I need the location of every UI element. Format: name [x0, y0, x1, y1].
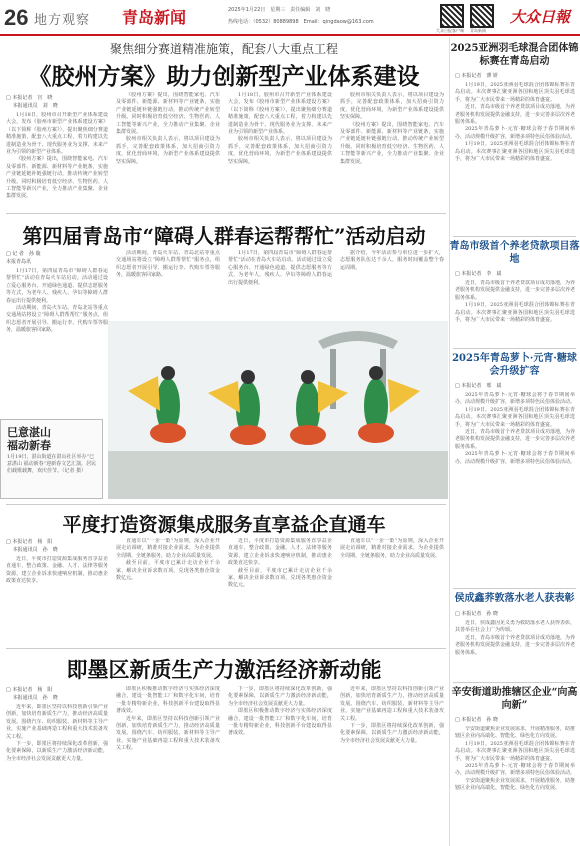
- sidebar-column: [455, 82, 575, 232]
- paragraph: 2025年青岛萝卜·元宵·糖球会将于春节期间举办，活动规模升级扩容，新增多项特色民俗体验活动。: [455, 763, 575, 777]
- story4-column: [6, 704, 108, 842]
- paragraph: 2025年青岛萝卜·元宵·糖球会将于春节期间举办，活动规模升级扩容，新增多项特色民俗体验活动。: [455, 451, 575, 465]
- divider: [6, 213, 446, 214]
- qr-label: 青岛新闻: [470, 28, 486, 33]
- story2-column: [116, 250, 220, 318]
- divider: [453, 682, 576, 683]
- story3-column: [6, 556, 108, 644]
- paragraph: 1月19日，2025亚洲羽毛球混合团体锦标赛在青岛启动。本次赛事汇聚亚洲各国和地区顶尖羽毛球选手，将为广大市民带来一场精彩的体育盛宴。: [455, 82, 575, 103]
- lead-kicker: 聚焦细分赛道精准施策，配套八大重点工程: [109, 42, 338, 56]
- paragraph: 直通车以“一企一策”为原则，深入企业开展走访调研，精准对接企业需求，为企业提供全周期、全链条服务，助力企业高质量发展。: [116, 538, 220, 559]
- qr-code-icon: [440, 4, 464, 28]
- sidebar-byline: □ 本报记者 邢 斌: [455, 383, 502, 389]
- paragraph: 辛安街道聚焦企业发展需求，开展精准服务，助推辖区企业向高端化、智能化、绿色化方向发展。: [455, 777, 575, 792]
- story2-column: [228, 250, 332, 318]
- paragraph: 即墨区积极推动数字经济与实体经济深度融合，建设一批智能工厂和数字化车间，培育一批专精特新企业，科技创新平台建设取得显著成效。: [228, 708, 332, 737]
- paragraph: 截至目前，平度市已累计走访企业千余家，解决企业诉求数百项，兑现各类惠企资金数亿元。: [116, 560, 220, 582]
- paragraph: 近日，平度市打造资源集成服务直享益企直通车，整合政策、金融、人才、法律等服务资源，建立企业诉求快速响应机制，推动惠企政策直达快享。: [228, 538, 332, 567]
- sidebar-headline: 2025亚洲羽毛球混合团体锦标赛在青岛启动: [450, 43, 579, 67]
- paragraph: 1月17日，第四届青岛市“障碍人群春运帮帮忙”活动在青岛火车站启动。活动通过设立爱心服务台、开通绿色通道、提供志愿服务等方式，为老年人、残疾人、孕妇等障碍人群春运出行提供便利。: [228, 250, 332, 286]
- paragraph: 胶州市相关负责人表示，将以项目建设为抓手，完善配套政策体系，加大招商引资力度，优化营商环境，为新型产业体系建设提供坚实保障。: [116, 136, 220, 165]
- paragraph: 胶州市相关负责人表示，将以项目建设为抓手，完善配套政策体系，加大招商引资力度，优化营商环境，为新型产业体系建设提供坚实保障。: [228, 136, 332, 165]
- paragraph: 截至目前，平度市已累计走访企业千余家，解决企业诉求数百项，兑现各类惠企资金数亿元。: [228, 567, 332, 589]
- story2-column: [340, 250, 444, 318]
- sidebar-headline: 辛安街道助推辖区企业“向高向新”: [451, 687, 578, 711]
- category-name: 青岛新闻: [122, 8, 187, 27]
- issue-meta: 2025年1月22日 星期三 责任编辑 刘 晓: [228, 7, 331, 13]
- caption-title: 巳意湛山 福动新春: [7, 426, 51, 452]
- story3-column: [228, 538, 332, 644]
- lead-column: [340, 92, 444, 208]
- contact-meta: 热线电话：（0532）80889898 Email：qingdaow@163.com: [228, 19, 374, 25]
- lead-column: [6, 112, 108, 208]
- paragraph: 《胶州方案》提出，围绕智能家电、汽车及零部件、新能源、新材料等产业链条，实施产业链延链补链强链行动，推动传统产业转型升级。同时积极培育低空经济、生物医药、人工智能等新兴产业，全力推动产业集聚、企业集群发展。: [116, 92, 220, 136]
- paragraph: 1月18日，胶州市召开新型产业体系建设大会，发布《胶州市新型产业体系建设方案》（以下简称《胶州方案》），提出聚焦细分赛道精准施策，配套八大重点工程，着力构建以先进制造业为骨干、现代服务业为支撑、未来产业为引领的新型产业体系。: [228, 92, 332, 136]
- page-number: 26: [4, 5, 29, 30]
- story3-column: [116, 538, 220, 644]
- paragraph: 近年来，即墨区坚持以科技创新引领产业创新，加快培育新质生产力，推动经济高质量发展。围绕汽车、纺织服装、新材料等主导产业，实施产业基础再造工程和重大技术装备攻关工程。: [116, 715, 220, 752]
- paragraph: 胶州市相关负责人表示，将以项目建设为抓手，完善配套政策体系，加大招商引资力度，优化营商环境，为新型产业体系建设提供坚实保障。: [340, 92, 444, 121]
- paragraph: 近日，青岛市级首个养老贷款项目成功落地，为养老服务机构发展提供金融支持，进一步完善多层次养老服务体系。: [455, 104, 575, 126]
- story4-headline: 即墨区新质生产力激活经济新动能: [66, 657, 382, 682]
- sidebar-headline: 青岛市级首个养老贷款项目落地: [449, 241, 580, 265]
- sidebar-column: [455, 620, 575, 678]
- sidebar-column: [455, 280, 575, 344]
- divider: [453, 588, 576, 589]
- divider: [453, 348, 576, 349]
- sidebar-headline: 侯成鑫荞敦落水老人获表彰: [454, 593, 575, 604]
- sidebar-byline: □ 本报记者 薄 妍: [455, 73, 498, 79]
- paragraph: 近年来，即墨区坚持以科技创新引领产业创新，加快培育新质生产力，推动经济高质量发展。围绕汽车、纺织服装、新材料等主导产业，实施产业基础再造工程和重大技术装备攻关工程。: [340, 686, 444, 722]
- paragraph: 《胶州方案》提出，围绕智能家电、汽车及零部件、新能源、新材料等产业链条，实施产业链延链补链强链行动，推动传统产业转型升级。同时积极培育低空经济、生物医药、人工智能等新兴产业，全力推动产业集聚、企业集群发展。: [6, 156, 108, 200]
- story2-headline: 第四届青岛市“障碍人群春运帮帮忙”活动启动: [22, 224, 426, 248]
- paragraph: 1月17日，第四届青岛市“障碍人群春运帮帮忙”活动在青岛火车站启动。活动通过设立爱心服务台、开通绿色通道、提供志愿服务等方式，为老年人、残疾人、孕妇等障碍人群春运出行提供便利。: [6, 268, 108, 304]
- sidebar-headline: 2025年青岛萝卜·元宵·糖球会升级扩容: [452, 353, 577, 377]
- story4-column: [340, 686, 444, 842]
- paragraph: 2025年青岛萝卜·元宵·糖球会将于春节期间举办，活动规模升级扩容，新增多项特色民俗体验活动。: [455, 126, 575, 140]
- paragraph: 《胶州方案》提出，围绕智能家电、汽车及零部件、新能源、新材料等产业链条，实施产业链延链补链强链行动，推动传统产业转型升级。同时积极培育低空经济、生物医药、人工智能等新兴产业，全力推动产业集聚、企业集群发展。: [340, 121, 444, 165]
- qr-code-icon: [470, 4, 494, 28]
- paragraph: 近日，侯成鑫因见义勇为救助落水老人获得表彰，其善举在社会上广为传颂。: [455, 620, 575, 634]
- story3-headline: 平度打造资源集成服务直享益企直通车: [62, 514, 386, 536]
- paragraph: 下一步，即墨区将持续深化改革创新，强化要素保障，以新质生产力激活经济新动能，为全市经济社会发展贡献更大力量。: [228, 686, 332, 707]
- sidebar-byline: □ 本报记者 李 斌: [455, 271, 502, 277]
- lead-headline: 《胶州方案》助力创新型产业体系建设: [28, 63, 420, 90]
- story4-column: [116, 686, 220, 842]
- paragraph: 近日，青岛市级首个养老贷款项目成功落地，为养老服务机构发展提供金融支持，进一步完善多层次养老服务体系。: [455, 280, 575, 301]
- paragraph: 1月18日，胶州市召开新型产业体系建设大会，发布《胶州市新型产业体系建设方案》（以下简称《胶州方案》），提出聚焦细分赛道精准施策，配套八大重点工程，着力构建以先进制造业为骨干、现代服务业为支撑、未来产业为引领的新型产业体系。: [6, 112, 108, 156]
- paragraph: 近日，平度市打造资源集成服务直享益企直通车，整合政策、金融、人才、法律等服务资源，建立企业诉求快速响应机制，推动惠企政策直达快享。: [6, 556, 108, 585]
- paragraph: 直通车以“一企一策”为原则，深入企业开展走访调研，精准对接企业需求，为企业提供全周期、全链条服务，助力企业高质量发展。: [340, 538, 444, 559]
- paragraph: 1月19日，2025亚洲羽毛球混合团体锦标赛在青岛启动。本次赛事汇聚亚洲各国和地区顶尖羽毛球选手，将为广大市民带来一场精彩的体育盛宴。: [455, 740, 575, 762]
- story2-byline: □ 记 者 孙 璇 本报青岛讯: [6, 251, 41, 265]
- story3-column: [340, 538, 444, 644]
- paragraph: 近年来，即墨区坚持以科技创新引领产业创新，加快培育新质生产力，推动经济高质量发展。围绕汽车、纺织服装、新材料等主导产业，实施产业基础再造工程和重大技术装备攻关工程。: [6, 704, 108, 740]
- paragraph: 下一步，即墨区将持续深化改革创新，强化要素保障，以新质生产力激活经济新动能，为全市经济社会发展贡献更大力量。: [6, 741, 108, 762]
- lead-column: [116, 92, 220, 208]
- paragraph: 1月19日，2025亚洲羽毛球混合团体锦标赛在青岛启动。本次赛事汇聚亚洲各国和地区顶尖羽毛球选手，将为广大市民带来一场精彩的体育盛宴。: [455, 406, 575, 428]
- photo-caption-box: [0, 419, 103, 499]
- paragraph: 活动期间，青岛火车站、青岛北站等重点交通场站将设立“障碍人群帮帮忙”服务点，组织志愿者开展引导、搬运行李、代购车票等服务，温暖旅客回家路。: [6, 305, 108, 334]
- paragraph: 即墨区积极推动数字经济与实体经济深度融合，建设一批智能工厂和数字化车间，培育一批专精特新企业，科技创新平台建设取得显著成效。: [116, 686, 220, 715]
- lead-column: [228, 92, 332, 208]
- qr-label: 大众日报客户端: [436, 28, 464, 33]
- divider: [6, 504, 446, 505]
- paragraph: 近日，青岛市级首个养老贷款项目成功落地，为养老服务机构发展提供金融支持，进一步完善多层次养老服务体系。: [455, 429, 575, 450]
- sidebar-column: [455, 726, 575, 842]
- paragraph: 活动期间，青岛火车站、青岛北站等重点交通场站将设立“障碍人群帮帮忙”服务点，组织志愿者开展引导、搬运行李、代购车票等服务，温暖旅客回家路。: [116, 250, 220, 279]
- story4-column: [228, 686, 332, 842]
- paragraph: 2025年青岛萝卜·元宵·糖球会将于春节期间举办，活动规模升级扩容，新增多项特色民俗体验活动。: [455, 392, 575, 406]
- paragraph: 据介绍，今年活动参与单位进一步扩大，志愿服务队伍达千余人，服务时间覆盖整个春运周期。: [340, 250, 444, 271]
- newspaper-logo: 大众日報: [509, 8, 570, 26]
- story4-byline: □ 本报记者 杨 阳 本报通讯员 孙 晓: [6, 687, 58, 701]
- paragraph: 辛安街道聚焦企业发展需求，开展精准服务，助推辖区企业向高端化、智能化、绿色化方向发展。: [455, 726, 575, 740]
- sidebar-byline: □ 本报记者 孙 晓: [455, 717, 498, 723]
- paragraph: 近日，青岛市级首个养老贷款项目成功落地，为养老服务机构发展提供金融支持，进一步完善多层次养老服务体系。: [455, 634, 575, 656]
- divider: [453, 236, 576, 237]
- paragraph: 下一步，即墨区将持续深化改革创新，强化要素保障，以新质生产力激活经济新动能，为全市经济社会发展贡献更大力量。: [340, 723, 444, 744]
- page-header: [0, 0, 580, 36]
- lead-byline: □ 本报记者 宫 晓 本报通讯员 刘 晓: [6, 95, 58, 109]
- sidebar-byline: □ 本报记者 孙 晓: [455, 611, 498, 617]
- section-name: 地方观察: [34, 13, 91, 28]
- caption-text: 1月19日，湛山街道在湛山社区举办“巳意湛山 福动新春”迎新春文艺汇演，居民们载歌载舞，欢庆佳节。（记者 摄）: [7, 454, 97, 474]
- story3-byline: □ 本报记者 杨 阳 本报通讯员 孙 晓: [6, 539, 58, 553]
- sidebar-column: [455, 392, 575, 544]
- dance-performance-illustration: [108, 321, 448, 499]
- news-photo: [108, 321, 448, 499]
- paragraph: 1月19日，2025亚洲羽毛球混合团体锦标赛在青岛启动。本次赛事汇聚亚洲各国和地区顶尖羽毛球选手，将为广大市民带来一场精彩的体育盛宴。: [455, 302, 575, 324]
- divider: [6, 648, 446, 649]
- story2-column: [6, 268, 108, 416]
- paragraph: 1月19日，2025亚洲羽毛球混合团体锦标赛在青岛启动。本次赛事汇聚亚洲各国和地区顶尖羽毛球选手，将为广大市民带来一场精彩的体育盛宴。: [455, 141, 575, 163]
